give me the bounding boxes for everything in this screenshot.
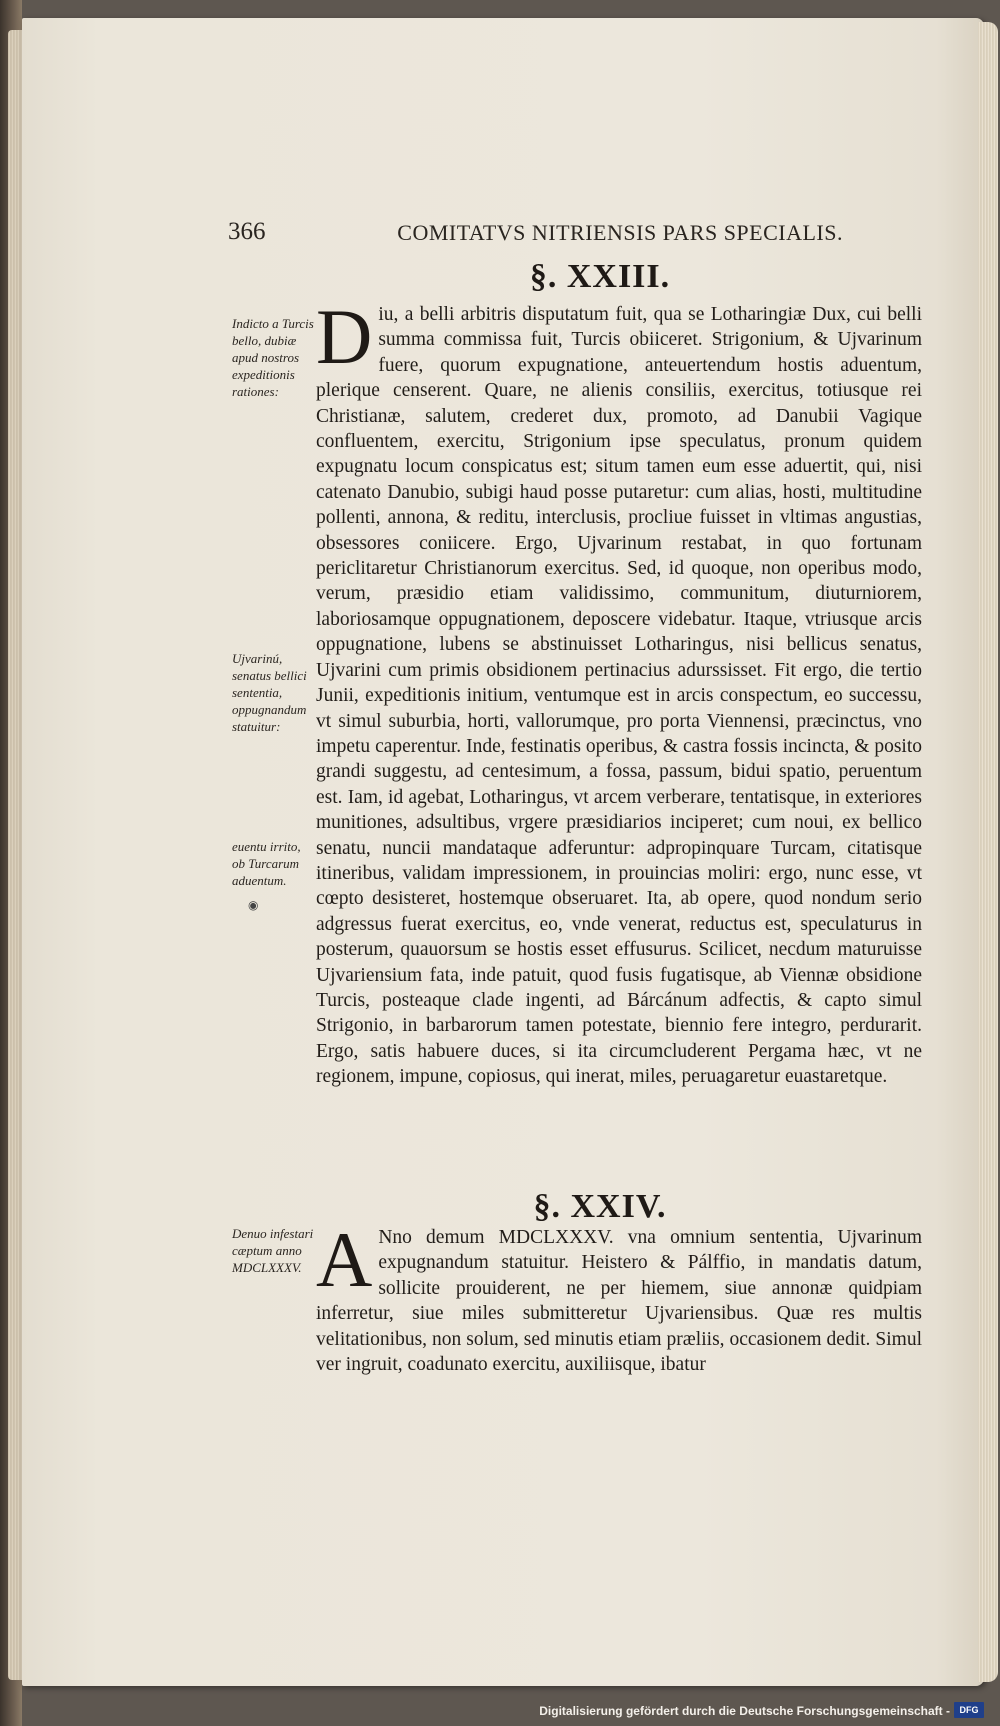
- margin-note-1: Indicto a Turcis bello, dubiæ apud nostros expeditionis rationes:: [232, 316, 314, 399]
- section-xxiv-text: Nno demum MDCLXXXV. vna omnium sententia, Ujvarinum expugnandum statuitur. Heistero & Pálffio, in mandatis datum, sollicite prouiderent, ne per hiemem, siue annonæ quidpiam inferretur, siue miles submitteretur Ujvariensibus. Quæ res multis velitationibus, non solum, sed minutis etiam præliis, occasionem dedit. Simul ver ingruit, coadunato exercitu, auxiliisque, ibatur: [316, 1227, 922, 1376]
- dropcap-a: A: [316, 1216, 373, 1303]
- footer-bar: [0, 1698, 990, 1726]
- margin-circle-mark: ◉: [248, 898, 259, 912]
- running-title: COMITATVS NITRIENSIS PARS SPECIALIS.: [397, 220, 843, 245]
- section-heading-xxiv: §. XXIV.: [533, 1188, 667, 1225]
- page-header: [228, 218, 843, 254]
- section-xxiii-body: [316, 293, 922, 1090]
- dfg-logo: DFG: [954, 1702, 984, 1718]
- margin-note-2: Ujvarinú, senatus bellici sententia, oppugnandum statuitur:: [232, 651, 307, 734]
- section-heading-xxiii: §. XXIII.: [529, 258, 671, 295]
- page-edges-right: [978, 22, 998, 1682]
- digitization-credit: Digitalisierung gefördert durch die Deutsche Forschungsgemeinschaft -: [539, 1704, 950, 1718]
- section-xxiv-body: [316, 1216, 922, 1377]
- dropcap-d: D: [316, 293, 373, 380]
- margin-note-3: euentu irrito, ob Turcarum aduentum.: [232, 839, 301, 888]
- margin-note-4: Denuo infestari cæptum anno MDCLXXXV.: [232, 1226, 314, 1275]
- section-xxiii-text: iu, a belli arbitris disputatum fuit, qua se Lotharingiæ Dux, cui belli summa commissa fuit, Turcis obiiceret. Strigonium, & Ujvarinum fuere, quorum expugnatione, anteuertendum hostis aduentum, plerique censerent. Quare, ne alienis consiliis, exercitus, totiusque rei Christianæ, salutem, crederet dux, promoto, ad Danubii Vagique confluentem, exercitu, Strigonium ipse speculatus, pronum quidem expugnatu locum conspicatus est; situm tamen eum esse aduertit, qui, nisi catenato Danubio, subigi haud posse putaretur: cum alias, hosti, multitudine pollenti, annona, & reditu, interclusis, procliue fuisset in vltimas angustias, obsessores coniicere. Ergo, Ujvarinum restabat, in quo fortunam periclitaretur Christianorum exercitus. Sed, id quoque, non operibus modo, verum, præsidio etiam validissimo, communitum, diuturniorem, laboriosamque oppugnationem, deposcere videbatur. Itaque, vtriusque arcis oppugnatione, lubens se abstinuisset Lotharingus, nisi bellicus senatus, Ujvarini cum primis obsidionem pertinacius adurssisset. Fit ergo, die tertio Junii, expeditionis initium, ventumque est in arcis conspectum, eo successu, vt simul suburbia, horti, vallorumque, pro porta Viennensi, præcinctus, vno impetu caperentur. Inde, festinatis operibus, & castra fossis incincta, & posito grandi suggestu, ad centesimum, a fossa, passum, bidui spatio, peruentum est. Iam, id agebat, Lotharingus, vt arcem verberare, tentatisque, in exteriores munitiones, adsultibus, vrgere præsidiarios inciperet; cum noui, ex bellico senatu, nuncii mandataque adferuntur: adpropinquare Turcam, citatisque itineribus, validam impressionem, in prouincias moliri: ergo, nunc esse, vt cœpto desisteret, hostemque obseruaret. Ita, ab opere, quod nondum serio adgressus fuerat exercitus, eo, vnde venerat, reductus est, speculaturus in posterum, quauorsum se hostis esset effusurus. Scilicet, necdum maturuisse Ujvariensium fata, inde patuit, quod fusis fugatisque, ab Viennæ obsidione Turcis, posteaque clade ingenti, ad Bárcánum adfectis, & capto simul Strigonio, in barbarorum tamen potestate, biennio fere integro, perdurarit. Ergo, satis habuere duces, si ita circumcluderent Pergama hæc, vt ne regionem, impune, copiosus, qui inerat, miles, peruagaretur euastaretque.: [316, 304, 922, 1088]
- page-number: 366: [228, 218, 266, 245]
